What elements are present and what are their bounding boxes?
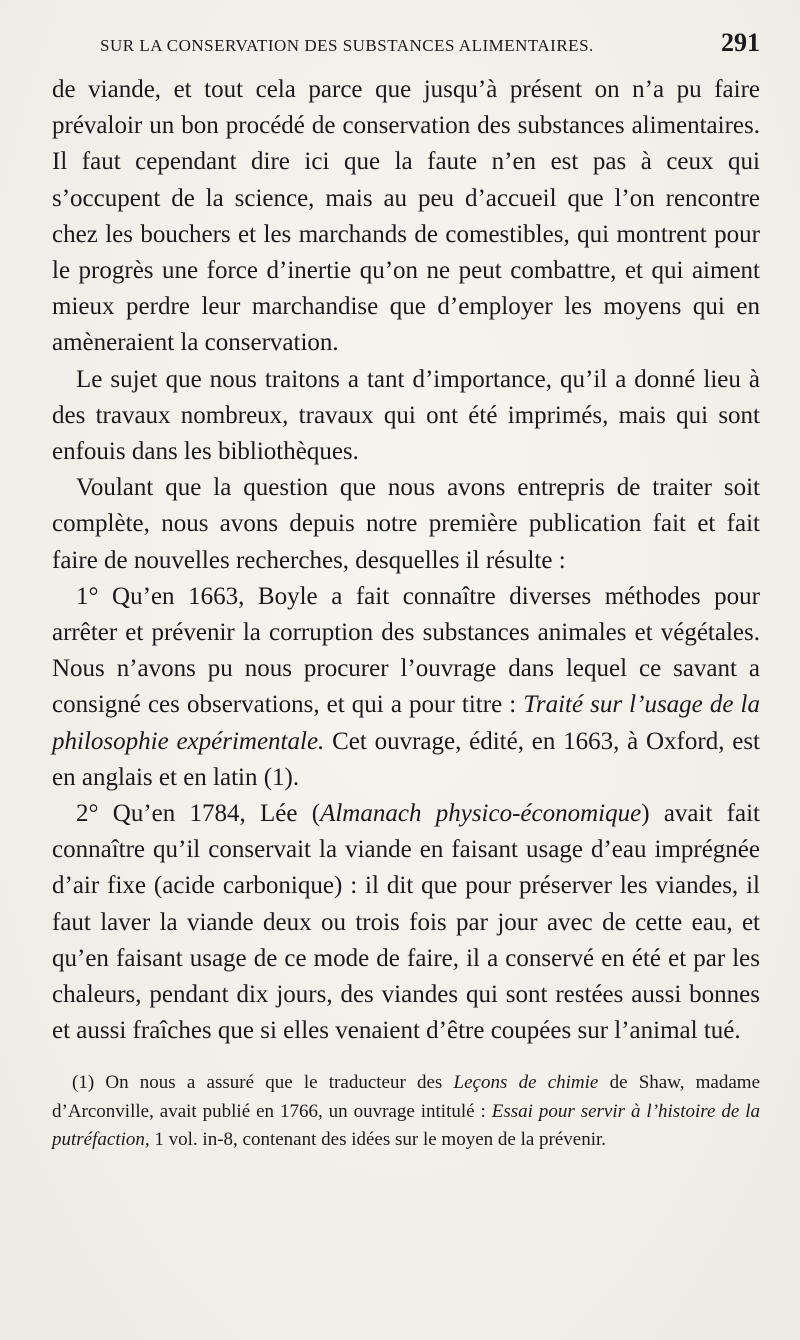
- running-head: [52, 28, 760, 58]
- page-number: 291: [721, 28, 760, 57]
- body-text: [52, 72, 760, 1049]
- footnote-work-title-2: Essai pour servir à l’histoire de la putréfaction,: [52, 1100, 760, 1151]
- footnote-text-b: de Shaw, madame d’Arconville, avait publié en 1766, un ouvrage intitulé :: [52, 1072, 761, 1122]
- footnote-work-title-1: Leçons de chimie: [453, 1072, 599, 1094]
- paragraph-4-text-a: 1° Qu’en 1663, Boyle a fait connaître diverses méthodes pour arrêter et prévenir la corruption des substances animales et végétales. Nous n’avons pu nous procurer l’ouvrage dans lequel ce savant a consigné ces observations, et qui a pour titre :: [52, 582, 760, 719]
- footnote-text-a: (1) On nous a assuré que le traducteur des: [72, 1072, 454, 1094]
- footnotes: [52, 1069, 760, 1155]
- footnote-text-c: 1 vol. in-8, contenant des idées sur le moyen de la prévenir.: [149, 1129, 607, 1151]
- paragraph-3: Voulant que la question que nous avons entrepris de traiter soit complète, nous avons depuis notre première publication fait et fait faire de nouvelles recherches, desquelles il résulte :: [52, 474, 760, 574]
- paragraph-4-work-title: Traité sur l’usage de la philosophie expérimentale.: [52, 691, 760, 755]
- paragraph-5-text-a: 2° Qu’en 1784, Lée (: [76, 800, 321, 828]
- footnote-1: [52, 1069, 760, 1155]
- paragraph-2: Le sujet que nous traitons a tant d’importance, qu’il a donné lieu à des travaux nombreux, travaux qui ont été imprimés, mais qui sont enfouis dans les bibliothèques.: [52, 365, 760, 466]
- paragraph-5-text-b: ) avait fait connaître qu’il conservait la viande en faisant usage d’eau imprégnée d’air fixe (acide carbonique) : il dit que pour préserver les viandes, il faut laver la viande deux ou trois fois par jour avec de cette eau, et qu’en faisant usage de ce mode de faire, il a conservé en été et par les chaleurs, pendant dix jours, des viandes qui sont restées aussi bonnes et aussi fraîches que si elles venaient d’être coupées sur l’animal tué.: [52, 800, 760, 1045]
- running-title: SUR LA CONSERVATION DES SUBSTANCES ALIMENTAIRES.: [100, 36, 594, 55]
- paragraph-5: [52, 796, 760, 1049]
- paragraph-4: [52, 579, 760, 796]
- paragraph-5-work-title: Almanach physico-économique: [320, 800, 642, 828]
- paragraph-1: de viande, et tout cela parce que jusqu’à présent on n’a pu faire prévaloir un bon procédé de conservation des substances alimentaires. Il faut cependant dire ici que la faute n’en est pas à ceux qui s’occupent de la science, mais au peu d’accueil que l’on rencontre chez les bouchers et les marchands de comestibles, qui montrent pour le progrès une force d’inertie qu’on ne peut combattre, et qui aiment mieux perdre leur marchandise que d’employer les moyens qui en amèneraient la conservation.: [52, 76, 760, 357]
- paragraph-4-text-b: Cet ouvrage, édité, en 1663, à Oxford, est en anglais et en latin (1).: [52, 727, 760, 791]
